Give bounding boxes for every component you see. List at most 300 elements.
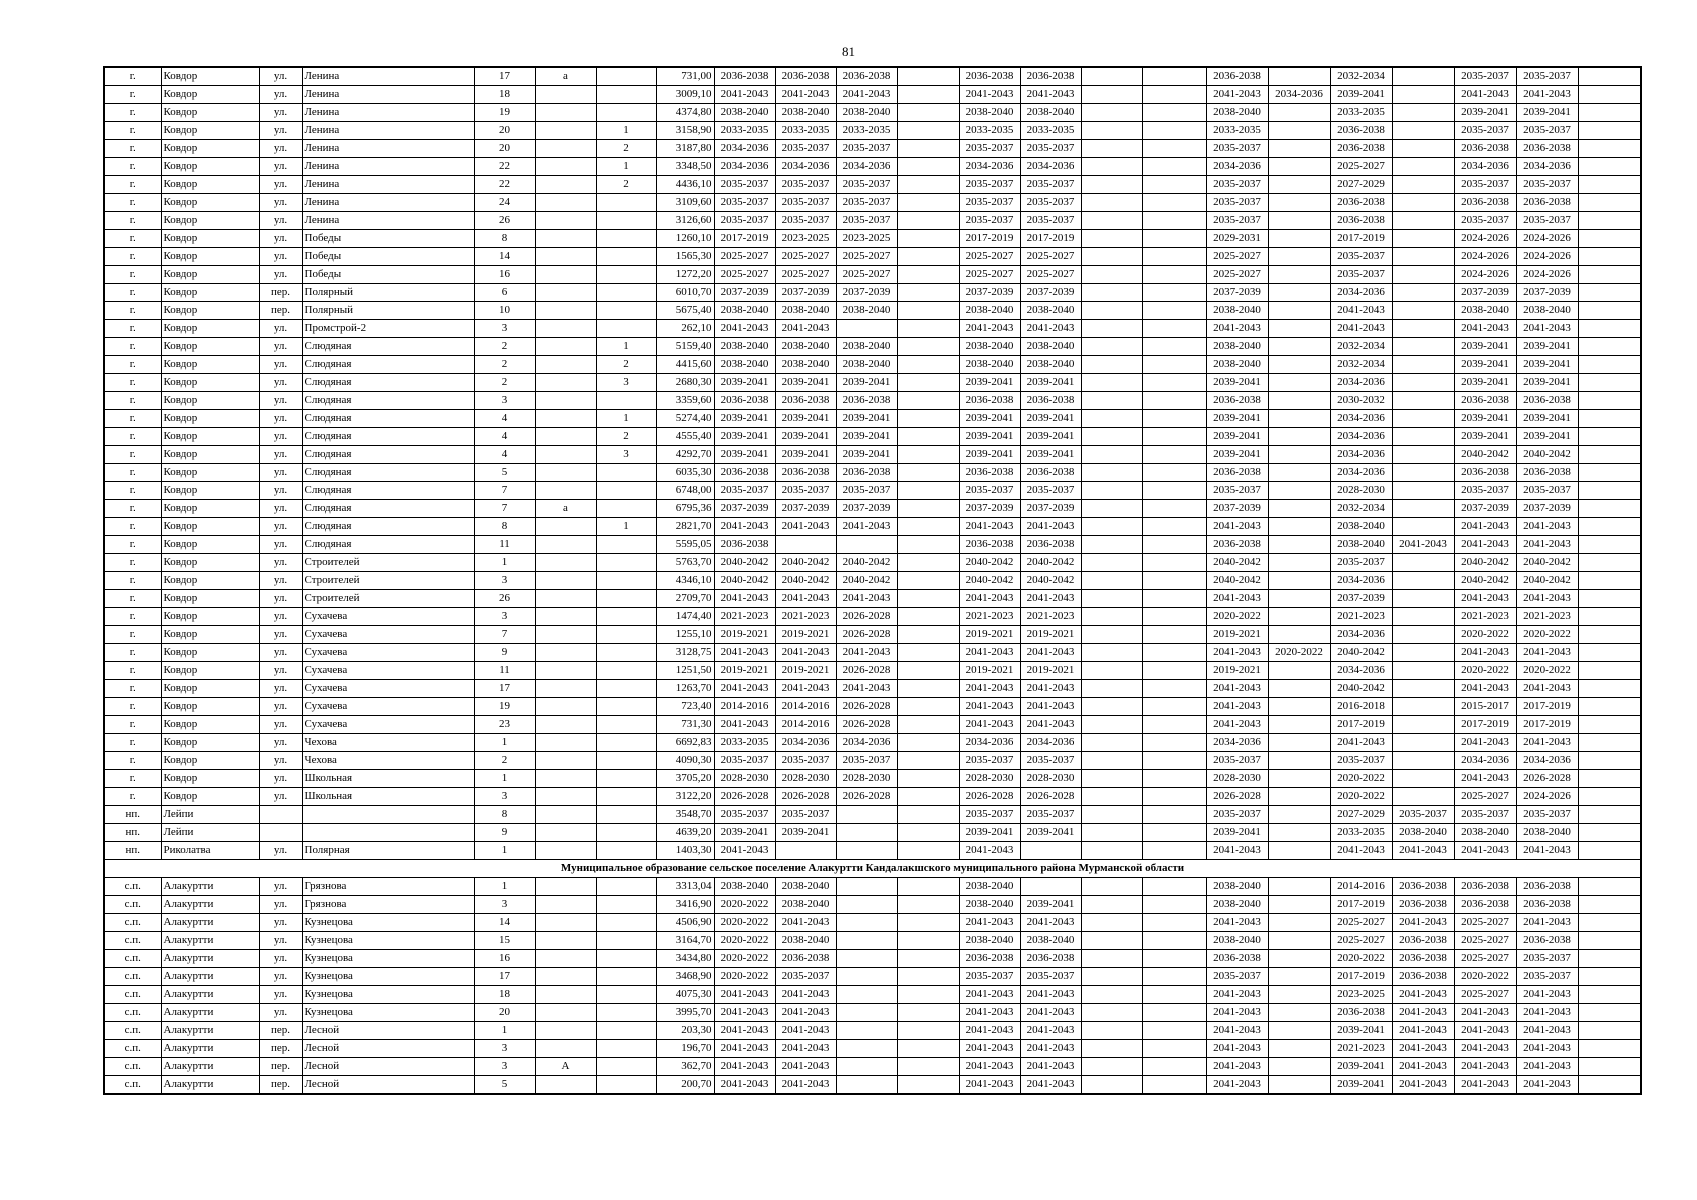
table-cell: [596, 968, 656, 986]
table-cell: [1392, 374, 1454, 392]
table-cell: 2040-2042: [959, 554, 1020, 572]
table-cell: 2021-2023: [714, 608, 775, 626]
table-cell: [1392, 590, 1454, 608]
table-cell: 2037-2039: [959, 284, 1020, 302]
table-row: [104, 482, 1641, 500]
table-cell: 3416,90: [656, 896, 714, 914]
table-cell: 2036-2038: [1516, 194, 1578, 212]
table-cell: 2024-2026: [1516, 248, 1578, 266]
table-cell: 2017-2019: [1330, 230, 1392, 248]
table-cell: 2041-2043: [1206, 1076, 1268, 1095]
table-cell: [1142, 356, 1206, 374]
table-cell: 2036-2038: [1020, 464, 1081, 482]
table-cell: 2024-2026: [1454, 230, 1516, 248]
table-cell: 1: [596, 338, 656, 356]
table-cell: [1081, 788, 1142, 806]
table-cell: [1268, 176, 1330, 194]
table-cell: 2039-2041: [1206, 824, 1268, 842]
table-cell: 2035-2037: [775, 482, 836, 500]
table-cell: 2033-2035: [959, 122, 1020, 140]
table-cell: [897, 752, 959, 770]
table-cell: 2037-2039: [1206, 284, 1268, 302]
table-cell: 2017-2019: [1516, 698, 1578, 716]
table-cell: [897, 950, 959, 968]
table-cell: ул.: [259, 986, 302, 1004]
table-cell: [1392, 230, 1454, 248]
table-cell: 2037-2039: [1454, 500, 1516, 518]
table-cell: [1081, 950, 1142, 968]
table-cell: Ковдор: [161, 266, 259, 284]
table-cell: [596, 986, 656, 1004]
table-cell: [535, 788, 596, 806]
table-cell: 2039-2041: [1020, 428, 1081, 446]
table-row: [104, 950, 1641, 968]
table-cell: [535, 482, 596, 500]
table-cell: [1392, 302, 1454, 320]
table-cell: Ковдор: [161, 86, 259, 104]
table-cell: 2041-2043: [959, 518, 1020, 536]
table-cell: [1268, 1022, 1330, 1040]
table-cell: 2041-2043: [959, 644, 1020, 662]
table-row: [104, 1040, 1641, 1058]
table-cell: [1081, 986, 1142, 1004]
table-cell: 2039-2041: [836, 410, 897, 428]
table-cell: Кузнецова: [302, 968, 474, 986]
table-cell: 10: [474, 302, 535, 320]
table-cell: [1578, 878, 1641, 896]
table-cell: 3: [474, 896, 535, 914]
table-cell: 2039-2041: [1454, 428, 1516, 446]
table-cell: [596, 1058, 656, 1076]
table-cell: ул.: [259, 662, 302, 680]
table-cell: 2034-2036: [714, 158, 775, 176]
table-cell: с.п.: [104, 1022, 161, 1040]
table-cell: г.: [104, 284, 161, 302]
table-cell: 2035-2037: [1454, 122, 1516, 140]
table-cell: Алакуртти: [161, 1040, 259, 1058]
table-cell: Кузнецова: [302, 1004, 474, 1022]
table-cell: 2: [474, 374, 535, 392]
table-cell: 2039-2041: [775, 824, 836, 842]
table-cell: 2034-2036: [1516, 158, 1578, 176]
table-cell: [535, 266, 596, 284]
table-cell: [1142, 590, 1206, 608]
table-cell: [535, 878, 596, 896]
table-cell: 2037-2039: [1020, 284, 1081, 302]
table-cell: 3548,70: [656, 806, 714, 824]
table-cell: Грязнова: [302, 896, 474, 914]
table-cell: [1081, 176, 1142, 194]
table-cell: 2025-2027: [1020, 248, 1081, 266]
table-cell: 2036-2038: [1516, 878, 1578, 896]
table-cell: 2035-2037: [1020, 806, 1081, 824]
table-cell: 2035-2037: [1206, 176, 1268, 194]
table-cell: 4075,30: [656, 986, 714, 1004]
table-cell: 2041-2043: [1330, 320, 1392, 338]
table-cell: 2028-2030: [1020, 770, 1081, 788]
table-cell: 2041-2043: [1392, 536, 1454, 554]
table-cell: [1081, 374, 1142, 392]
table-cell: [1578, 698, 1641, 716]
table-cell: 2036-2038: [714, 67, 775, 86]
table-cell: [1392, 446, 1454, 464]
table-cell: 2041-2043: [775, 1022, 836, 1040]
table-cell: [1268, 230, 1330, 248]
table-cell: 2039-2041: [1454, 374, 1516, 392]
table-cell: пер.: [259, 1040, 302, 1058]
table-cell: 2025-2027: [775, 266, 836, 284]
table-cell: [836, 536, 897, 554]
table-cell: [897, 1076, 959, 1095]
table-cell: ул.: [259, 356, 302, 374]
table-cell: ул.: [259, 626, 302, 644]
table-cell: 2028-2030: [1330, 482, 1392, 500]
table-cell: [1142, 716, 1206, 734]
table-cell: 26: [474, 212, 535, 230]
table-cell: 2025-2027: [714, 248, 775, 266]
table-cell: 2036-2038: [714, 536, 775, 554]
table-cell: 2039-2041: [1206, 410, 1268, 428]
table-cell: ул.: [259, 194, 302, 212]
table-cell: 2041-2043: [775, 1058, 836, 1076]
table-cell: 262,10: [656, 320, 714, 338]
table-cell: г.: [104, 752, 161, 770]
table-cell: 3009,10: [656, 86, 714, 104]
table-cell: [836, 1022, 897, 1040]
table-cell: г.: [104, 662, 161, 680]
table-cell: 5: [474, 464, 535, 482]
table-cell: [836, 320, 897, 338]
table-cell: 6795,36: [656, 500, 714, 518]
table-cell: 2041-2043: [1020, 698, 1081, 716]
table-cell: [897, 662, 959, 680]
table-cell: [1142, 878, 1206, 896]
table-cell: 2036-2038: [1206, 392, 1268, 410]
table-cell: 2036-2038: [836, 67, 897, 86]
table-cell: 2024-2026: [1516, 266, 1578, 284]
table-cell: ул.: [259, 932, 302, 950]
table-cell: [1081, 698, 1142, 716]
table-cell: [897, 104, 959, 122]
table-cell: 2037-2039: [714, 284, 775, 302]
table-row: [104, 230, 1641, 248]
table-row: [104, 932, 1641, 950]
table-cell: [1142, 752, 1206, 770]
table-row: [104, 788, 1641, 806]
table-cell: 2041-2043: [775, 1076, 836, 1095]
table-cell: [535, 986, 596, 1004]
table-cell: 2041-2043: [775, 590, 836, 608]
table-cell: 2035-2037: [959, 482, 1020, 500]
table-cell: 2041-2043: [1454, 518, 1516, 536]
table-cell: 2026-2028: [959, 788, 1020, 806]
table-cell: [1268, 194, 1330, 212]
table-cell: [535, 590, 596, 608]
table-cell: [596, 1022, 656, 1040]
table-row: [104, 518, 1641, 536]
table-cell: 200,70: [656, 1076, 714, 1095]
table-cell: [897, 338, 959, 356]
table-cell: 8: [474, 806, 535, 824]
table-cell: 2036-2038: [1330, 1004, 1392, 1022]
table-cell: [897, 788, 959, 806]
table-cell: 2017-2019: [959, 230, 1020, 248]
table-cell: г.: [104, 608, 161, 626]
table-cell: г.: [104, 176, 161, 194]
table-cell: 2037-2039: [959, 500, 1020, 518]
table-cell: 2025-2027: [1454, 950, 1516, 968]
table-cell: 2036-2038: [1392, 950, 1454, 968]
table-cell: 2041-2043: [775, 680, 836, 698]
table-cell: 17: [474, 67, 535, 86]
table-cell: Алакуртти: [161, 1004, 259, 1022]
table-cell: 2034-2036: [836, 158, 897, 176]
table-cell: [1578, 1058, 1641, 1076]
table-cell: 196,70: [656, 1040, 714, 1058]
table-cell: [1142, 1058, 1206, 1076]
table-cell: ул.: [259, 734, 302, 752]
table-cell: [1392, 626, 1454, 644]
table-cell: [1392, 284, 1454, 302]
table-cell: 2041-2043: [1454, 1022, 1516, 1040]
table-cell: Чехова: [302, 752, 474, 770]
table-cell: 2039-2041: [959, 374, 1020, 392]
table-cell: 2041-2043: [714, 518, 775, 536]
table-cell: [596, 806, 656, 824]
table-cell: 2035-2037: [1206, 194, 1268, 212]
table-cell: [1578, 464, 1641, 482]
table-cell: А: [535, 1058, 596, 1076]
table-cell: 2041-2043: [959, 590, 1020, 608]
table-cell: [596, 302, 656, 320]
table-cell: г.: [104, 302, 161, 320]
table-cell: 2017-2019: [1330, 716, 1392, 734]
table-cell: [1020, 842, 1081, 860]
table-cell: г.: [104, 230, 161, 248]
table-cell: г.: [104, 212, 161, 230]
table-cell: Ковдор: [161, 230, 259, 248]
table-cell: 2040-2042: [836, 572, 897, 590]
table-cell: [535, 824, 596, 842]
table-cell: 2035-2037: [714, 176, 775, 194]
table-cell: Школьная: [302, 788, 474, 806]
table-cell: 4292,70: [656, 446, 714, 464]
table-cell: 2033-2035: [1330, 824, 1392, 842]
table-cell: 2040-2042: [1330, 680, 1392, 698]
table-cell: [1392, 734, 1454, 752]
table-cell: [1392, 770, 1454, 788]
table-cell: 5763,70: [656, 554, 714, 572]
table-cell: [1142, 842, 1206, 860]
table-cell: 2035-2037: [775, 752, 836, 770]
table-cell: [535, 446, 596, 464]
table-cell: [259, 806, 302, 824]
table-cell: [1142, 1040, 1206, 1058]
table-cell: [1142, 194, 1206, 212]
table-cell: 2039-2041: [1020, 374, 1081, 392]
table-cell: 2038-2040: [1330, 518, 1392, 536]
table-cell: 2041-2043: [959, 1076, 1020, 1095]
table-cell: 2020-2022: [714, 896, 775, 914]
table-cell: [897, 140, 959, 158]
table-cell: 2039-2041: [1020, 410, 1081, 428]
table-cell: 2033-2035: [1206, 122, 1268, 140]
table-cell: 5274,40: [656, 410, 714, 428]
table-cell: [1268, 356, 1330, 374]
table-cell: 2025-2027: [836, 266, 897, 284]
table-cell: 2026-2028: [1020, 788, 1081, 806]
table-cell: 2027-2029: [1330, 806, 1392, 824]
table-cell: 2041-2043: [1330, 302, 1392, 320]
table-cell: 731,00: [656, 67, 714, 86]
table-cell: 2041-2043: [714, 986, 775, 1004]
table-cell: [1142, 482, 1206, 500]
table-cell: [1268, 842, 1330, 860]
table-cell: [1081, 716, 1142, 734]
table-cell: 2041-2043: [1454, 644, 1516, 662]
table-cell: 2041-2043: [1206, 590, 1268, 608]
table-cell: [596, 266, 656, 284]
table-cell: [1081, 914, 1142, 932]
table-cell: [535, 356, 596, 374]
table-cell: 2041-2043: [775, 1040, 836, 1058]
table-row: [104, 500, 1641, 518]
table-row: [104, 428, 1641, 446]
table-cell: [1578, 752, 1641, 770]
table-cell: 2041-2043: [1516, 680, 1578, 698]
table-cell: нп.: [104, 824, 161, 842]
table-cell: Ленина: [302, 176, 474, 194]
table-cell: [1392, 644, 1454, 662]
table-cell: 2036-2038: [1020, 950, 1081, 968]
table-cell: [535, 644, 596, 662]
table-cell: г.: [104, 644, 161, 662]
table-row: [104, 734, 1641, 752]
table-cell: Ковдор: [161, 248, 259, 266]
table-cell: 1: [474, 734, 535, 752]
table-cell: [1268, 67, 1330, 86]
table-cell: [1392, 320, 1454, 338]
table-cell: 1: [596, 518, 656, 536]
table-cell: 2019-2021: [1206, 662, 1268, 680]
table-cell: [596, 194, 656, 212]
table-cell: 2041-2043: [775, 644, 836, 662]
table-cell: ул.: [259, 914, 302, 932]
table-cell: 2034-2036: [1516, 752, 1578, 770]
table-row: [104, 446, 1641, 464]
table-cell: [1268, 392, 1330, 410]
table-cell: 2025-2027: [1454, 788, 1516, 806]
table-cell: Ковдор: [161, 67, 259, 86]
table-cell: г.: [104, 374, 161, 392]
table-cell: 2041-2043: [1516, 734, 1578, 752]
table-cell: Ковдор: [161, 644, 259, 662]
table-cell: 2041-2043: [775, 320, 836, 338]
table-cell: 2025-2027: [1206, 266, 1268, 284]
table-cell: Ковдор: [161, 626, 259, 644]
table-cell: ул.: [259, 338, 302, 356]
table-cell: 2039-2041: [714, 410, 775, 428]
table-cell: 2020-2022: [1454, 968, 1516, 986]
table-cell: [596, 536, 656, 554]
table-cell: 2038-2040: [714, 302, 775, 320]
table-cell: [1268, 788, 1330, 806]
table-cell: 2032-2034: [1330, 500, 1392, 518]
table-cell: [535, 1040, 596, 1058]
table-cell: 2040-2042: [836, 554, 897, 572]
table-cell: [897, 284, 959, 302]
table-cell: 2041-2043: [1020, 86, 1081, 104]
table-cell: 2041-2043: [714, 320, 775, 338]
table-row: [104, 104, 1641, 122]
table-row: [104, 698, 1641, 716]
table-cell: [1392, 554, 1454, 572]
table-cell: 2019-2021: [1020, 662, 1081, 680]
table-cell: 2821,70: [656, 518, 714, 536]
table-cell: 2034-2036: [1330, 374, 1392, 392]
table-cell: ул.: [259, 716, 302, 734]
table-cell: 9: [474, 644, 535, 662]
table-cell: Сухачева: [302, 608, 474, 626]
table-cell: 2040-2042: [714, 572, 775, 590]
table-cell: [1578, 230, 1641, 248]
table-cell: Чехова: [302, 734, 474, 752]
table-cell: [1578, 986, 1641, 1004]
table-cell: 8: [474, 230, 535, 248]
table-cell: Ковдор: [161, 356, 259, 374]
table-cell: [535, 698, 596, 716]
table-cell: 2041-2043: [775, 914, 836, 932]
table-cell: 2025-2027: [959, 248, 1020, 266]
table-cell: 3: [596, 446, 656, 464]
table-cell: [535, 770, 596, 788]
table-cell: [897, 428, 959, 446]
table-cell: 2038-2040: [1020, 104, 1081, 122]
table-cell: [1392, 698, 1454, 716]
table-cell: ул.: [259, 950, 302, 968]
table-cell: 2036-2038: [1516, 140, 1578, 158]
table-cell: Ковдор: [161, 572, 259, 590]
table-cell: Ковдор: [161, 104, 259, 122]
table-cell: 2035-2037: [1020, 212, 1081, 230]
table-row: [104, 1076, 1641, 1095]
table-cell: [1081, 230, 1142, 248]
table-cell: [596, 1004, 656, 1022]
table-cell: [1268, 986, 1330, 1004]
table-cell: 2038-2040: [836, 302, 897, 320]
table-row: [104, 878, 1641, 896]
table-cell: 2037-2039: [775, 500, 836, 518]
table-cell: [1392, 662, 1454, 680]
table-cell: 2035-2037: [1516, 67, 1578, 86]
table-cell: г.: [104, 104, 161, 122]
table-cell: [535, 194, 596, 212]
table-cell: 2035-2037: [959, 176, 1020, 194]
table-cell: 2026-2028: [836, 788, 897, 806]
table-cell: а: [535, 500, 596, 518]
table-cell: 5159,40: [656, 338, 714, 356]
table-cell: Ковдор: [161, 122, 259, 140]
table-cell: 6010,70: [656, 284, 714, 302]
table-cell: ул.: [259, 788, 302, 806]
table-cell: [535, 752, 596, 770]
table-cell: 2041-2043: [1516, 914, 1578, 932]
table-cell: [897, 590, 959, 608]
table-row: [104, 356, 1641, 374]
municipality-section-title: Муниципальное образование сельское поселение Алакуртти Кандалакшского муниципального района Мурманской области: [104, 860, 1641, 878]
table-cell: 2039-2041: [959, 824, 1020, 842]
table-cell: [1578, 500, 1641, 518]
